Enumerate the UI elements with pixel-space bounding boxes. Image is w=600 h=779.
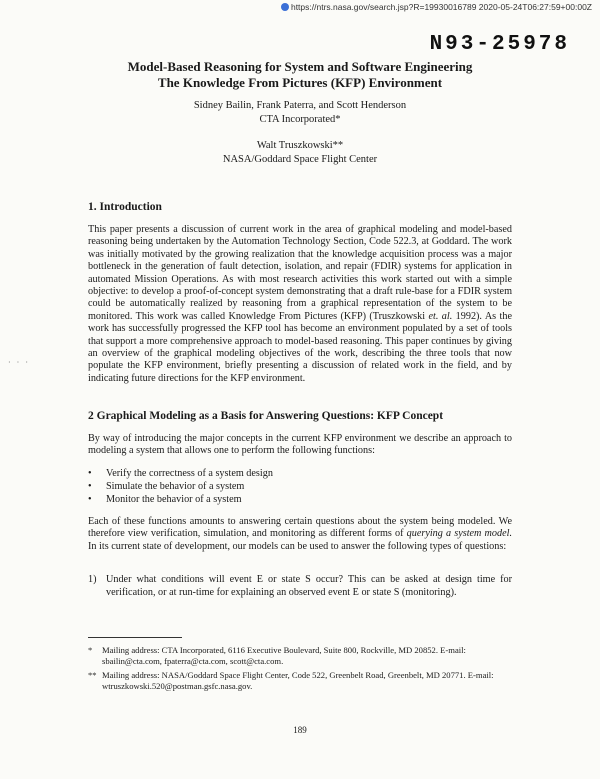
list-item: • Verify the correctness of a system design (88, 467, 273, 480)
footnote-mark: ** (88, 670, 97, 680)
footnote-text: Mailing address: CTA Incorporated, 6116 Executive Boulevard, Suite 800, Rockville, MD 20852. E-mail: sbailin@cta.com, fpaterra@cta.com, scott@cta.com. (102, 645, 466, 666)
section-2-heading: 2 Graphical Modeling as a Basis for Answering Questions: KFP Concept (88, 410, 444, 422)
item-text: Under what conditions will event E or state S occur? This can be asked at design time for verification, or at run-time for explaining an observed event E or state S (monitoring). (106, 574, 512, 598)
title-line-1: Model-Based Reasoning for System and Software Engineering (127, 59, 473, 74)
footnote-text: Mailing address: NASA/Goddard Space Flight Center, Code 522, Greenbelt Road, Greenbelt, MD 20771. E-mail: wtruszkowski.520@postman.gsfc.nasa.gov. (102, 670, 494, 691)
list-item: • Simulate the behavior of a system (88, 480, 273, 493)
url-stamp[interactable]: https://ntrs.nasa.gov/search.jsp?R=19930016789 2020-05-24T06:27:59+00:00Z (281, 2, 592, 12)
section-2-paragraph-2: Each of these functions amounts to answering certain questions about the system being modeled. We therefore view verification, simulation, and monitoring as different forms of querying a system model. In its current state of development, our models can be used to answer the following types of questions: (88, 516, 512, 552)
affiliation-cta: CTA Incorporated* (259, 114, 341, 125)
authors-nasa: Walt Truszkowski** (256, 140, 344, 151)
item-number: 1) (88, 574, 97, 585)
affiliation-nasa: NASA/Goddard Space Flight Center (222, 154, 378, 165)
author-block-2 (40, 139, 560, 167)
margin-mark: · · · (8, 358, 30, 367)
section-1-heading: 1. Introduction (88, 201, 162, 213)
paper-title (40, 59, 560, 91)
footnote-nasa (88, 670, 512, 692)
introduction-paragraph: This paper presents a discussion of current work in the area of graphical modeling and model-based reasoning being undertaken by the Automation Technology Section, Code 522.3, at Goddard. The work was initially motivated by the growing realization that the knowledge acquisition process was a major bottleneck in the generation of fault detection, isolation, and repair (FDIR) systems for application in automated Mission Operations. As with most research activities this work started out with a simple objective: to develop a proof-of-concept system demonstrating that a draft rule-base for a FDIR system could be automatically realized by reasoning from a graphical representation of the system to be monitored. This work was called Knowledge From Pictures (KFP) (Truszkowski et. al. 1992). As the work has successfully progressed the KFP tool has become an environment populated by a set of tools that support a more comprehensive approach to model-based reasoning. This paper continues by giving an overview of the graphical modeling objectives of the work, describing the three tools that now populate the KFP environment, briefly presenting a discussion of related work in the field, and by indicating future directions for the KFP environment. (88, 224, 512, 384)
page-number: 189 (293, 725, 307, 735)
footnote-cta (88, 645, 512, 667)
globe-icon (281, 3, 289, 11)
section-2-intro: By way of introducing the major concepts in the current KFP environment we describe an approach to modeling a system that allows one to perform the following functions: (88, 433, 512, 457)
footnote-divider (88, 637, 182, 638)
author-block-1 (40, 99, 560, 127)
authors-cta: Sidney Bailin, Frank Paterra, and Scott Henderson (193, 100, 407, 111)
footnote-mark: * (88, 645, 93, 655)
list-item: • Monitor the behavior of a system (88, 493, 273, 506)
document-number: N93-25978 (429, 33, 570, 56)
question-item-1 (88, 574, 512, 599)
title-line-2: The Knowledge From Pictures (KFP) Environment (157, 75, 443, 90)
function-list (88, 467, 273, 506)
